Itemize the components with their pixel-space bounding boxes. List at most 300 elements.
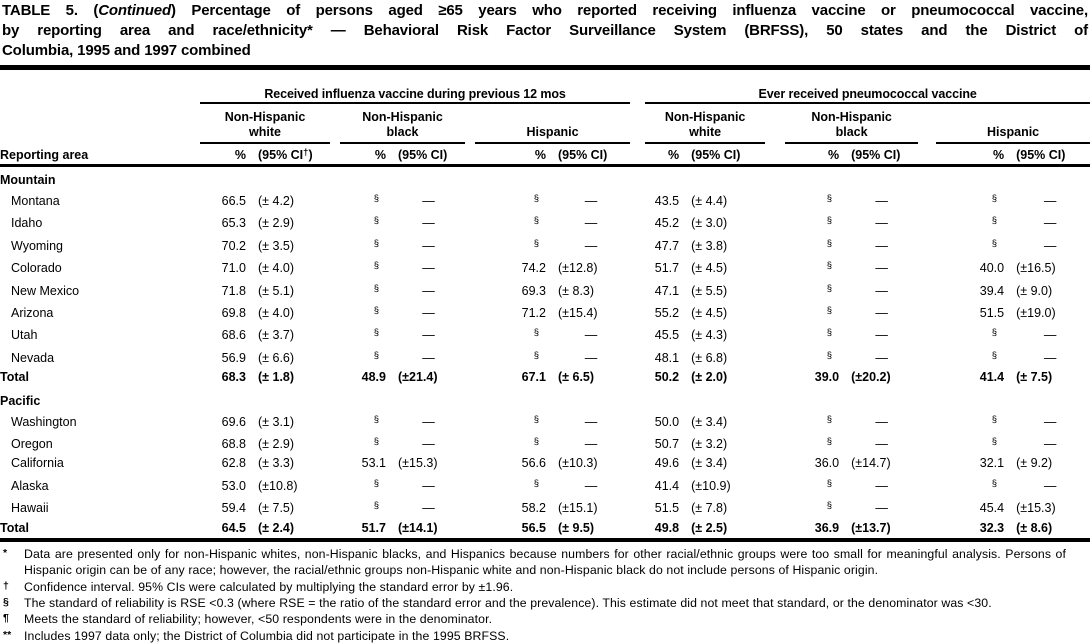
cell-ci: — bbox=[422, 350, 435, 365]
cell-pct bbox=[475, 410, 552, 432]
footnote bbox=[0, 628, 1066, 644]
rse-flag: § bbox=[533, 436, 539, 448]
table-row bbox=[0, 474, 1090, 496]
cell-ci: (± 3.4) bbox=[691, 414, 728, 429]
pneu-hispanic-header: Hispanic bbox=[936, 103, 1090, 143]
pct-header: % bbox=[645, 143, 685, 166]
rse-flag: § bbox=[373, 436, 379, 448]
cell-ci: (±16.5) bbox=[1016, 261, 1056, 276]
gap-cell bbox=[465, 346, 475, 368]
influenza-group-header: Received influenza vaccine during previous 12 mos bbox=[200, 77, 630, 103]
cell-pct bbox=[340, 410, 392, 432]
cell-pct: 68.6 bbox=[221, 328, 246, 343]
gap-cell bbox=[765, 301, 785, 323]
gap-cell bbox=[765, 432, 785, 454]
cell-ci: — bbox=[584, 350, 598, 365]
footnote bbox=[0, 579, 1066, 595]
cell-pct bbox=[475, 474, 552, 496]
cell-ci: (± 3.3) bbox=[258, 456, 295, 471]
title-line-1 bbox=[2, 1, 1088, 21]
gap-cell bbox=[330, 474, 340, 496]
cell-ci: (± 3.4) bbox=[691, 456, 728, 471]
cell-ci: (±10.8) bbox=[258, 478, 298, 493]
cell-ci: (± 2.4) bbox=[258, 520, 295, 535]
footnote-marker: ¶ bbox=[3, 612, 9, 625]
gap-cell bbox=[918, 496, 936, 518]
cell-reporting-area: New Mexico bbox=[11, 283, 80, 298]
cell-pct bbox=[785, 211, 845, 233]
pct-header: % bbox=[936, 143, 1010, 166]
pct-header: % bbox=[200, 143, 252, 166]
cell-ci: (± 2.9) bbox=[258, 216, 295, 231]
cell-ci: (± 9.5) bbox=[558, 520, 595, 535]
cell-pct bbox=[340, 474, 392, 496]
cell-ci: (± 3.2) bbox=[691, 437, 728, 452]
cell-ci: — bbox=[875, 478, 888, 493]
cell-pct: 69.6 bbox=[221, 414, 246, 429]
cell-pct bbox=[785, 256, 845, 278]
cell-pct: 74.2 bbox=[521, 261, 546, 276]
gap-cell bbox=[630, 189, 645, 211]
cell-pct bbox=[785, 432, 845, 454]
gap-cell bbox=[630, 323, 645, 345]
flu-nh-white-header: Non-Hispanic white bbox=[200, 103, 330, 143]
pct-header: % bbox=[475, 143, 552, 166]
cell-ci: — bbox=[422, 501, 435, 516]
cell-pct: 50.2 bbox=[654, 370, 680, 385]
gap-cell bbox=[330, 301, 340, 323]
gap-cell bbox=[918, 189, 936, 211]
table-row bbox=[0, 346, 1090, 368]
gap-cell bbox=[765, 346, 785, 368]
cell-ci: (±15.1) bbox=[558, 501, 598, 516]
pneu-nh-black-header: Non-Hispanic black bbox=[785, 103, 918, 143]
cell-pct: 68.3 bbox=[221, 370, 246, 385]
group-header-row bbox=[0, 77, 1090, 103]
gap-cell bbox=[765, 368, 785, 387]
cell-ci: (±19.0) bbox=[1016, 306, 1056, 321]
cell-pct: 71.0 bbox=[221, 261, 246, 276]
gap-cell bbox=[330, 346, 340, 368]
cell-ci: — bbox=[422, 328, 435, 343]
cell-reporting-area: Wyoming bbox=[11, 238, 63, 253]
cell-pct: 51.5 bbox=[654, 501, 680, 516]
cell-ci: (± 9.2) bbox=[1016, 456, 1053, 471]
cell-ci: — bbox=[584, 238, 598, 253]
rse-flag: § bbox=[533, 413, 539, 425]
gap-cell bbox=[765, 323, 785, 345]
cell-reporting-area: Total bbox=[0, 520, 29, 535]
cell-pct: 48.1 bbox=[654, 350, 680, 365]
cell-ci: (±10.3) bbox=[558, 456, 598, 471]
cell-ci: (±15.3) bbox=[1016, 501, 1056, 516]
cell-ci: — bbox=[875, 350, 888, 365]
gap-cell bbox=[918, 454, 936, 473]
gap-cell bbox=[918, 279, 936, 301]
rse-flag: § bbox=[826, 237, 833, 249]
rse-flag: § bbox=[826, 193, 833, 204]
cell-ci: (± 5.5) bbox=[691, 283, 728, 298]
gap-cell bbox=[765, 410, 785, 432]
table-row bbox=[0, 454, 1090, 473]
cell-pct bbox=[936, 211, 1010, 233]
gap-cell bbox=[330, 432, 340, 454]
flu-nh-black-header: Non-Hispanic black bbox=[340, 103, 465, 143]
cell-ci: (± 5.1) bbox=[258, 283, 295, 298]
cell-reporting-area: Alaska bbox=[11, 478, 49, 493]
rse-flag: § bbox=[826, 260, 833, 272]
cell-reporting-area: Nevada bbox=[11, 350, 55, 365]
cell-pct bbox=[936, 234, 1010, 256]
gap-cell bbox=[918, 368, 936, 387]
gap-cell bbox=[918, 323, 936, 345]
gap-cell bbox=[330, 368, 340, 387]
cell-reporting-area: Montana bbox=[11, 194, 60, 208]
gap-cell bbox=[330, 323, 340, 345]
cell-pct bbox=[785, 496, 845, 518]
cell-ci: (± 3.1) bbox=[258, 414, 295, 429]
gap-cell bbox=[465, 301, 475, 323]
footnote-marker: † bbox=[3, 579, 9, 592]
gap-cell bbox=[918, 519, 936, 538]
gap-cell bbox=[465, 368, 475, 387]
gap-cell bbox=[330, 496, 340, 518]
ci-header: (95% CI) bbox=[845, 143, 918, 166]
gap-cell bbox=[918, 256, 936, 278]
cell-pct bbox=[475, 211, 552, 233]
gap-cell bbox=[630, 519, 645, 538]
gap-cell bbox=[330, 256, 340, 278]
rse-flag: § bbox=[991, 413, 998, 425]
gap-cell bbox=[330, 410, 340, 432]
cell-pct bbox=[936, 432, 1010, 454]
gap-cell bbox=[765, 189, 785, 211]
ci-header: (95% CI†) bbox=[252, 143, 330, 166]
footnote-marker: § bbox=[3, 595, 9, 608]
cell-pct bbox=[340, 211, 392, 233]
cell-reporting-area: Washington bbox=[11, 414, 77, 429]
ci-header: (95% CI) bbox=[685, 143, 765, 166]
cell-ci: (± 2.5) bbox=[691, 520, 728, 535]
cell-pct: 47.1 bbox=[654, 283, 680, 298]
cell-pct: 51.7 bbox=[361, 520, 386, 535]
footnote-text: Includes 1997 data only; the District of Columbia did not participate in the 1995 BRFSS. bbox=[24, 628, 510, 643]
cell-pct bbox=[340, 189, 392, 211]
cell-ci: — bbox=[875, 328, 888, 343]
cell-ci: (± 3.8) bbox=[691, 238, 728, 253]
ci-header: (95% CI) bbox=[552, 143, 630, 166]
gap-cell bbox=[465, 279, 475, 301]
cell-ci: — bbox=[422, 194, 435, 208]
cell-pct: 41.4 bbox=[654, 478, 680, 493]
cell-ci: — bbox=[584, 194, 598, 208]
cell-pct bbox=[936, 323, 1010, 345]
cell-ci: — bbox=[875, 437, 888, 452]
cell-pct bbox=[785, 279, 845, 301]
cell-reporting-area: Colorado bbox=[11, 261, 62, 276]
gap-cell bbox=[630, 432, 645, 454]
cell-ci: — bbox=[1043, 437, 1057, 452]
gap-cell bbox=[330, 211, 340, 233]
cell-pct bbox=[785, 410, 845, 432]
rse-flag: § bbox=[826, 477, 833, 489]
cell-ci: (± 4.3) bbox=[691, 328, 728, 343]
cell-ci: (±15.4) bbox=[558, 306, 598, 321]
cell-pct: 51.5 bbox=[979, 306, 1005, 321]
gap-cell bbox=[330, 454, 340, 473]
table-row bbox=[0, 279, 1090, 301]
cell-pct: 62.8 bbox=[221, 456, 246, 471]
gap-cell bbox=[630, 346, 645, 368]
cell-pct bbox=[340, 234, 392, 256]
cell-pct: 32.3 bbox=[979, 520, 1005, 535]
footnote bbox=[0, 595, 1066, 611]
rse-flag: § bbox=[373, 305, 379, 317]
footnotes bbox=[0, 546, 1066, 644]
group-gap bbox=[630, 77, 645, 143]
cell-pct: 53.1 bbox=[361, 456, 386, 471]
gap-cell bbox=[765, 474, 785, 496]
rse-flag: § bbox=[533, 477, 539, 489]
cell-ci: (± 4.5) bbox=[691, 261, 728, 276]
gap-cell bbox=[630, 410, 645, 432]
cell-pct: 48.9 bbox=[361, 370, 386, 385]
pct-header: % bbox=[785, 143, 845, 166]
cell-pct: 71.2 bbox=[521, 306, 546, 321]
table-row bbox=[0, 432, 1090, 454]
cell-pct: 68.8 bbox=[221, 437, 246, 452]
cell-ci: — bbox=[1043, 328, 1057, 343]
cell-pct bbox=[785, 323, 845, 345]
cell-ci: — bbox=[875, 501, 888, 516]
gap-cell bbox=[918, 432, 936, 454]
cell-pct: 36.9 bbox=[814, 520, 840, 535]
gap-cell bbox=[630, 301, 645, 323]
subgroup-gap bbox=[765, 103, 785, 143]
cell-pct: 53.0 bbox=[221, 478, 246, 493]
cell-pct: 56.9 bbox=[221, 350, 246, 365]
gap-cell bbox=[465, 211, 475, 233]
cell-ci: — bbox=[584, 216, 598, 231]
title-line1-post: ) Percentage of persons aged ≥65 years who reported receiving influenza vaccine or pneumococcal vaccine, bbox=[171, 2, 1088, 19]
rse-flag: § bbox=[533, 327, 539, 339]
cell-pct: 69.3 bbox=[521, 283, 546, 298]
cell-ci: (± 8.3) bbox=[558, 283, 595, 298]
cell-pct: 56.5 bbox=[521, 520, 546, 535]
rse-flag: § bbox=[373, 215, 379, 227]
cell-pct bbox=[340, 323, 392, 345]
rse-flag: § bbox=[373, 282, 379, 294]
cell-pct bbox=[936, 346, 1010, 368]
gap-cell bbox=[918, 346, 936, 368]
cell-pct: 32.1 bbox=[979, 456, 1005, 471]
top-rule bbox=[0, 65, 1090, 70]
ci-header: (95% CI) bbox=[1010, 143, 1090, 166]
cell-pct: 59.4 bbox=[221, 501, 246, 516]
cell-ci: — bbox=[875, 194, 888, 208]
cell-pct: 65.3 bbox=[221, 216, 246, 231]
rse-flag: § bbox=[533, 215, 539, 227]
ci-dagger-marker: † bbox=[303, 147, 309, 158]
cell-ci: (±20.2) bbox=[851, 370, 891, 385]
cell-ci: (± 8.6) bbox=[1016, 520, 1053, 535]
rse-flag: § bbox=[991, 477, 998, 489]
rse-flag: § bbox=[991, 349, 998, 361]
cell-ci: (± 6.8) bbox=[691, 350, 728, 365]
gap-cell bbox=[465, 256, 475, 278]
rse-flag: § bbox=[533, 237, 539, 249]
gap-cell bbox=[630, 256, 645, 278]
total-row bbox=[0, 368, 1090, 387]
rse-flag: § bbox=[991, 215, 998, 227]
cell-pct bbox=[340, 279, 392, 301]
gap-cell bbox=[765, 256, 785, 278]
table-row bbox=[0, 234, 1090, 256]
gap-cell bbox=[630, 496, 645, 518]
cell-pct: 67.1 bbox=[521, 370, 546, 385]
table-row bbox=[0, 301, 1090, 323]
cell-ci: (±21.4) bbox=[398, 370, 438, 385]
rse-flag: § bbox=[826, 413, 833, 425]
cell-pct: 40.0 bbox=[979, 261, 1005, 276]
gap-cell bbox=[630, 234, 645, 256]
cell-ci: (±10.9) bbox=[691, 478, 731, 493]
table-row bbox=[0, 496, 1090, 518]
cell-reporting-area: Arizona bbox=[11, 306, 54, 321]
footnote-text: Confidence interval. 95% CIs were calculated by multiplying the standard error by ±1.96. bbox=[24, 579, 514, 594]
cell-pct bbox=[340, 432, 392, 454]
rse-flag: § bbox=[826, 282, 833, 294]
total-row bbox=[0, 519, 1090, 538]
footnote-marker: ** bbox=[3, 628, 12, 641]
gap-cell bbox=[918, 301, 936, 323]
cell-ci: (± 3.5) bbox=[258, 238, 295, 253]
table-row bbox=[0, 410, 1090, 432]
rse-flag: § bbox=[826, 327, 833, 339]
cell-pct: 58.2 bbox=[521, 501, 546, 516]
rse-flag: § bbox=[373, 193, 379, 204]
cell-ci: — bbox=[584, 328, 598, 343]
cell-ci: (±15.3) bbox=[398, 456, 438, 471]
cell-ci: — bbox=[875, 414, 888, 429]
pneu-nh-white-header: Non-Hispanic white bbox=[645, 103, 765, 143]
footnote bbox=[0, 546, 1066, 579]
cell-pct bbox=[475, 432, 552, 454]
cell-pct: 45.4 bbox=[979, 501, 1005, 516]
cell-pct: 69.8 bbox=[221, 306, 246, 321]
cell-pct: 36.0 bbox=[814, 456, 840, 471]
gap-cell bbox=[918, 234, 936, 256]
section-row bbox=[0, 166, 1090, 190]
gap-cell bbox=[465, 410, 475, 432]
cell-ci: — bbox=[422, 437, 435, 452]
subgroup-gap bbox=[330, 103, 340, 143]
rse-flag: § bbox=[373, 237, 379, 249]
rse-flag: § bbox=[991, 193, 998, 204]
cell-pct: 41.4 bbox=[979, 370, 1005, 385]
cell-pct bbox=[340, 496, 392, 518]
cell-ci: — bbox=[422, 238, 435, 253]
title-line-2: by reporting area and race/ethnicity* — Behavioral Risk Factor Surveillance System (BRFSS), 50 states and the District of bbox=[2, 22, 1088, 39]
cell-ci: (±13.7) bbox=[851, 520, 891, 535]
section-label: Mountain bbox=[0, 173, 56, 187]
table-body bbox=[0, 166, 1090, 539]
footnote-text: Data are presented only for non-Hispanic whites, non-Hispanic blacks, and Hispanics because numbers for other racial/ethnic groups were too small for meaningful analysis. Persons of Hispanic origin can be of any race; however, the racial/ethnic groups non-Hispanic white and non-Hispanic black do not include persons of Hispanic origin. bbox=[24, 547, 1066, 578]
cell-pct bbox=[785, 346, 845, 368]
table-row bbox=[0, 189, 1090, 211]
cell-ci: — bbox=[875, 238, 888, 253]
table-row bbox=[0, 323, 1090, 345]
rse-flag: § bbox=[826, 436, 833, 448]
cell-reporting-area: California bbox=[11, 456, 64, 471]
gap-cell bbox=[465, 474, 475, 496]
gap-cell bbox=[630, 279, 645, 301]
cell-ci: — bbox=[875, 216, 888, 231]
cell-pct bbox=[785, 474, 845, 496]
cell-ci: (± 4.0) bbox=[258, 306, 295, 321]
title-line1-pre: TABLE 5. ( bbox=[2, 2, 99, 19]
cell-ci: (± 7.8) bbox=[691, 501, 728, 516]
reporting-area-header: Reporting area bbox=[0, 77, 200, 166]
cell-pct: 55.2 bbox=[654, 306, 680, 321]
cell-ci: — bbox=[422, 306, 435, 321]
cell-pct bbox=[475, 323, 552, 345]
rse-flag: § bbox=[373, 260, 379, 272]
cell-pct: 49.8 bbox=[654, 520, 680, 535]
table-row bbox=[0, 211, 1090, 233]
cell-ci: — bbox=[584, 478, 598, 493]
gap-cell bbox=[765, 496, 785, 518]
gap-cell bbox=[765, 211, 785, 233]
gap-cell bbox=[630, 474, 645, 496]
cell-ci: — bbox=[875, 261, 888, 276]
cell-reporting-area: Idaho bbox=[11, 216, 43, 231]
cell-ci: — bbox=[584, 414, 598, 429]
gap-cell bbox=[330, 189, 340, 211]
cell-pct bbox=[340, 301, 392, 323]
cell-ci: (± 3.7) bbox=[258, 328, 295, 343]
cell-ci: (± 4.4) bbox=[691, 194, 728, 208]
cell-pct bbox=[936, 189, 1010, 211]
footnote-text: Meets the standard of reliability; however, <50 respondents were in the denominator. bbox=[24, 612, 493, 627]
table-header bbox=[0, 77, 1090, 166]
rse-flag: § bbox=[373, 413, 379, 425]
cell-pct bbox=[785, 189, 845, 211]
cell-pct bbox=[475, 189, 552, 211]
gap-cell bbox=[465, 432, 475, 454]
cell-pct: 51.7 bbox=[654, 261, 680, 276]
gap-cell bbox=[765, 279, 785, 301]
gap-cell bbox=[630, 211, 645, 233]
cell-ci: (± 7.5) bbox=[258, 501, 295, 516]
cell-ci: — bbox=[422, 261, 435, 276]
cell-pct: 50.0 bbox=[654, 414, 680, 429]
cell-ci: (± 7.5) bbox=[1016, 370, 1053, 385]
cell-reporting-area: Utah bbox=[11, 328, 38, 343]
cell-pct bbox=[785, 234, 845, 256]
gap-cell bbox=[765, 519, 785, 538]
cell-ci: (± 4.5) bbox=[691, 306, 728, 321]
subgroup-gap bbox=[918, 103, 936, 143]
cell-ci: — bbox=[1043, 478, 1057, 493]
subgroup-gap bbox=[465, 103, 475, 143]
cell-pct: 39.0 bbox=[814, 370, 840, 385]
footnote bbox=[0, 611, 1066, 627]
pneumococcal-group-header: Ever received pneumococcal vaccine bbox=[645, 77, 1090, 103]
section-label: Pacific bbox=[0, 393, 41, 408]
rse-flag: § bbox=[991, 327, 998, 339]
rse-flag: § bbox=[373, 327, 379, 339]
